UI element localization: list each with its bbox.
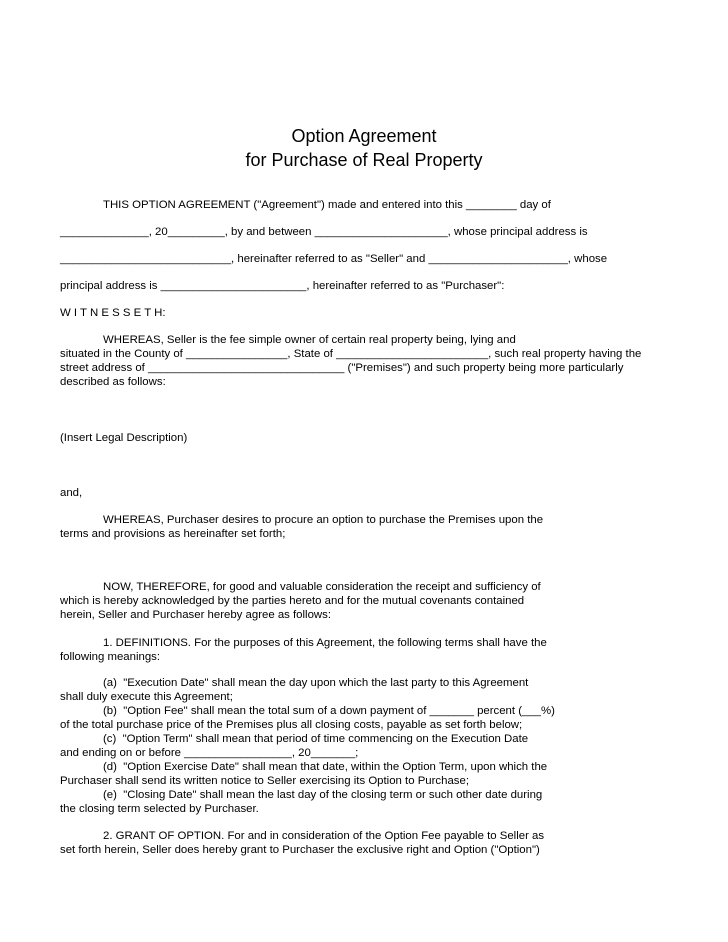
whereas-line: WHEREAS, Seller is the fee simple owner of certain real property being, lying and bbox=[103, 334, 516, 346]
definition-d: (d) "Option Exercise Date" shall mean that date, within the Option Term, upon which the bbox=[103, 761, 548, 773]
grant-line: set forth herein, Seller does hereby grant to Purchaser the exclusive right and Option ("Option") bbox=[60, 844, 540, 856]
legal-description-placeholder: (Insert Legal Description) bbox=[60, 432, 188, 444]
whereas-line: described as follows: bbox=[60, 376, 166, 388]
grant-heading: 2. GRANT OF OPTION. For and in consideration of the Option Fee payable to Seller as bbox=[103, 830, 545, 842]
definition-c-cont: and ending on or before _________________, 20_______; bbox=[60, 747, 359, 759]
document-subtitle: for Purchase of Real Property bbox=[245, 150, 483, 170]
and-text: and, bbox=[60, 487, 83, 499]
definition-b-cont: of the total purchase price of the Premises plus all closing costs, payable as set forth below; bbox=[60, 719, 523, 731]
intro-line: THIS OPTION AGREEMENT ("Agreement") made and entered into this ________ day of bbox=[103, 199, 551, 211]
definitions-heading: 1. DEFINITIONS. For the purposes of this Agreement, the following terms shall have the bbox=[103, 637, 547, 649]
intro-line: ___________________________, hereinafter referred to as "Seller" and ______________________, whose bbox=[60, 253, 608, 265]
whereas-line: WHEREAS, Purchaser desires to procure an option to purchase the Premises upon the bbox=[103, 514, 544, 526]
definition-d-cont: Purchaser shall send its written notice to Seller exercising its Option to Purchase; bbox=[60, 775, 469, 787]
definitions-line: following meanings: bbox=[60, 651, 161, 663]
definition-e-cont: the closing term selected by Purchaser. bbox=[60, 803, 259, 815]
now-therefore-line: herein, Seller and Purchaser hereby agree as follows: bbox=[60, 609, 331, 621]
witnesseth-heading: W I T N E S S E T H: bbox=[60, 307, 166, 319]
now-therefore-line: which is hereby acknowledged by the parties hereto and for the mutual covenants contained bbox=[60, 595, 525, 607]
now-therefore-line: NOW, THEREFORE, for good and valuable consideration the receipt and sufficiency of bbox=[103, 581, 541, 593]
whereas-line: situated in the County of ________________, State of ________________________, such real property having the bbox=[60, 348, 642, 360]
definition-a: (a) "Execution Date" shall mean the day upon which the last party to this Agreement bbox=[103, 677, 529, 689]
intro-line: ______________, 20_________, by and between _____________________, whose principal address is bbox=[60, 226, 588, 238]
definition-b: (b) "Option Fee" shall mean the total sum of a down payment of _______ percent (___%) bbox=[103, 705, 555, 717]
document-title: Option Agreement bbox=[291, 126, 437, 146]
definition-a-cont: shall duly execute this Agreement; bbox=[60, 691, 233, 703]
whereas-line: street address of _______________________________ ("Premises") and such property being more particularly bbox=[60, 362, 624, 374]
definition-e: (e) "Closing Date" shall mean the last day of the closing term or such other date during bbox=[103, 789, 543, 801]
definition-c: (c) "Option Term" shall mean that period of time commencing on the Execution Date bbox=[103, 733, 529, 745]
intro-line: principal address is _______________________, hereinafter referred to as "Purchaser": bbox=[60, 280, 505, 292]
whereas-line: terms and provisions as hereinafter set forth; bbox=[60, 528, 286, 540]
